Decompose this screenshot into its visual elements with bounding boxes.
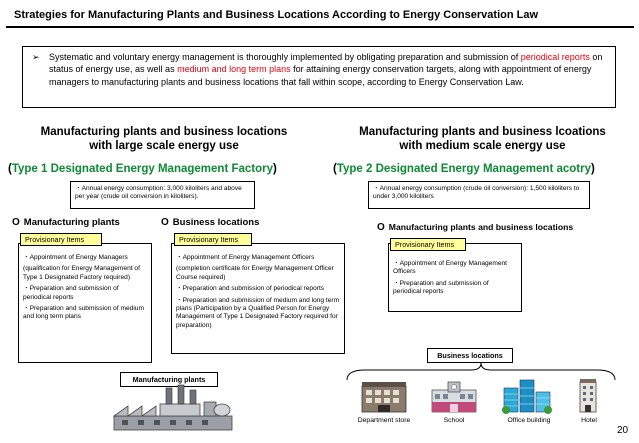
intro-text-2: on status of energy use, as well as	[49, 52, 603, 75]
type2-heading-text: Manufacturing plants and business locations	[388, 222, 574, 232]
school-icon	[430, 380, 478, 414]
page-title: Strategies for Manufacturing Plants and Business Locations According to Energy Conservation Law	[14, 9, 539, 21]
right-heading	[330, 125, 635, 153]
business-item: ・Appointment of Energy Management Officers	[176, 254, 315, 261]
type1-name: Type 1 Designated Energy Management Factory	[11, 163, 274, 175]
business-heading-text: Business locations	[172, 217, 260, 228]
type2-paren-open: (	[333, 163, 337, 175]
caption-department-store: Department store	[357, 417, 411, 424]
type2-label	[333, 163, 595, 175]
type1-consumption-text: ・Annual energy consumption: 3,000 kiloliters and above per year (crude oil conversion in kiloliters).	[75, 185, 242, 201]
manufacturing-provisionary-tag: Provisionary Items	[20, 233, 102, 246]
circle-bullet-icon: O	[377, 222, 385, 233]
type2-provisionary-tag: Provisionary Items	[390, 238, 466, 251]
type2-item: ・Appointment of Energy Management Officers	[393, 260, 507, 276]
intro-text-1: Systematic and voluntary energy management is thoroughly implemented by obligating preparation and submission of	[49, 52, 521, 62]
type1-consumption-box	[70, 181, 255, 209]
type1-label	[8, 163, 277, 175]
business-heading	[161, 217, 259, 228]
circle-bullet-icon: O	[12, 217, 20, 228]
caption-school: School	[443, 417, 465, 424]
right-heading-line2: with medium scale energy use	[399, 140, 566, 152]
right-heading-line1: Manufacturing plants and business lcoations	[359, 126, 606, 138]
manufacturing-item: ・Preparation and submission of medium and long term plans	[23, 305, 144, 321]
type2-item: ・Preparation and submission of periodical reports	[393, 279, 489, 296]
circle-bullet-icon: O	[161, 217, 169, 228]
caption-office-building: Office building	[507, 417, 551, 424]
arrow-bullet-icon: ➢	[32, 52, 40, 62]
hotel-icon	[574, 378, 602, 414]
business-provisionary-tag: Provisionary Items	[174, 233, 252, 246]
type2-name: Type 2 Designated Energy Management acotry	[336, 163, 591, 175]
left-heading-line2: with large scale energy use	[89, 140, 239, 152]
business-item: ・Preparation and submission of periodical reports	[176, 285, 325, 293]
office-building-icon	[500, 378, 554, 414]
caption-hotel: Hotel	[581, 417, 597, 424]
page-number: 20	[617, 425, 629, 436]
manufacturing-item: (qualification for Energy Management of Type 1 Designated Factory required)	[23, 265, 140, 281]
intro-box	[22, 46, 616, 108]
business-items-box	[171, 243, 345, 354]
left-heading-line1: Manufacturing plants and business locations	[40, 126, 288, 138]
type2-paren-close: )	[590, 163, 595, 175]
manufacturing-heading-text: Manufacturing plants	[23, 217, 120, 228]
type2-consumption-box	[368, 181, 590, 209]
manufacturing-item: ・Appointment of Energy Managers	[23, 254, 128, 261]
left-heading	[14, 125, 314, 153]
manufacturing-item: ・Preparation and submission of periodical reports	[23, 285, 119, 301]
business-locations-label: Business locations	[427, 348, 513, 363]
title-underline	[6, 26, 634, 28]
factory-label: Manufacturing plants	[120, 372, 218, 387]
type1-paren-open: (	[8, 163, 12, 175]
type1-paren-close: )	[273, 163, 277, 175]
manufacturing-heading	[12, 217, 120, 228]
intro-text-3: for attaining energy conservation targets, along with appointment of energy managers to manufacturing plants and business locations that fall within scope, according to Energy Conservation Law.	[49, 64, 592, 87]
business-item: (completion certificate for Energy Management Officer Course required)	[176, 265, 334, 281]
factory-icon	[108, 384, 238, 434]
manufacturing-items-box	[18, 243, 152, 363]
business-item: ・Preparation and submission of medium and long term plans (Participation by a Qualified Person for Energy Management of Type 1 Designated Factory required for preparation)	[176, 296, 340, 329]
type2-heading	[377, 222, 573, 233]
intro-highlight-plans: medium and long term plans	[177, 64, 291, 75]
intro-highlight-periodical: periodical reports	[520, 52, 590, 62]
department-store-icon	[358, 380, 410, 414]
type2-consumption-text: ・Annual energy consumption (crude oil conversion): 1,500 kiloliters to under 3,000 kiloliters	[373, 185, 580, 201]
type2-items-box	[388, 243, 522, 312]
